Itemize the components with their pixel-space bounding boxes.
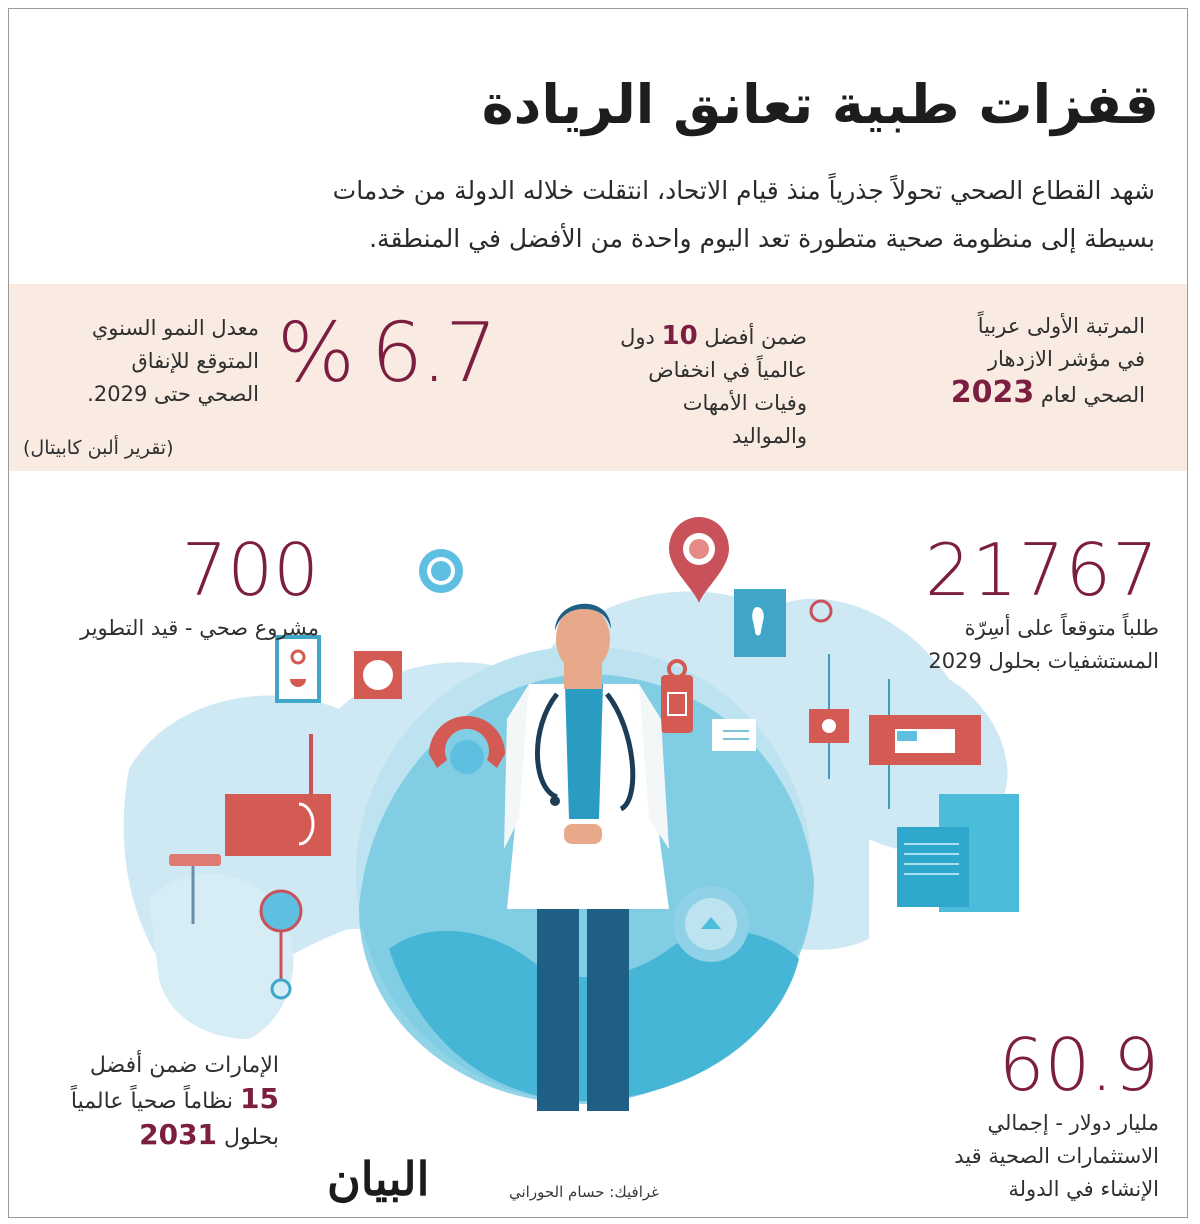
ranking-line-1: الإمارات ضمن أفضل bbox=[89, 1053, 279, 1078]
note-card-icon bbox=[712, 719, 756, 751]
projects-line-1: مشروع صحي - قيد التطوير bbox=[80, 616, 319, 640]
projects-value: 700 bbox=[181, 528, 319, 612]
stat-top10-mortality bbox=[567, 320, 807, 453]
red-screen-icon bbox=[354, 651, 402, 699]
page-title: قفزات طبية تعانق الريادة bbox=[481, 73, 1159, 136]
growth-description bbox=[53, 312, 259, 411]
rank-line-3 bbox=[885, 376, 1145, 412]
percent-sign: % bbox=[277, 306, 353, 401]
rank-line-1: المرتبة الأولى عربياً bbox=[977, 314, 1145, 338]
document-card-icon bbox=[734, 589, 786, 657]
top10-number: 10 bbox=[661, 321, 698, 351]
infographic-frame bbox=[8, 8, 1188, 1218]
investments-value: 60.9 bbox=[998, 1023, 1159, 1107]
stat-health-investments bbox=[899, 1023, 1159, 1206]
investments-line-2: الاستثمارات الصحية قيد bbox=[954, 1144, 1159, 1168]
growth-value bbox=[277, 304, 496, 404]
source-note: (تقرير ألبن كابيتال) bbox=[23, 437, 174, 459]
target-circle-icon bbox=[419, 549, 463, 593]
intro-paragraph bbox=[195, 167, 1155, 263]
heart-rate-circle-icon bbox=[673, 886, 749, 962]
ranking-year: 2031 bbox=[139, 1118, 218, 1151]
stat-health-projects bbox=[39, 528, 319, 645]
ranking-line-3-text: بحلول bbox=[217, 1125, 279, 1150]
rank-year: 2023 bbox=[950, 375, 1035, 410]
rank-line-2: في مؤشر الازدهار bbox=[987, 347, 1145, 371]
map-pin-icon bbox=[669, 517, 729, 603]
growth-number: 6.7 bbox=[370, 306, 496, 401]
graphic-credit: غرافيك: حسام الحوراني bbox=[509, 1183, 659, 1201]
stat-prosperity-rank bbox=[885, 310, 1145, 412]
ranking-line-3 bbox=[49, 1118, 279, 1154]
intro-line-2: بسيطة إلى منظومة صحية متطورة تعد اليوم واحدة من الأفضل في المنطقة. bbox=[369, 224, 1155, 253]
investments-line-1: مليار دولار - إجمالي bbox=[987, 1111, 1159, 1135]
blue-cabinet-icon bbox=[277, 637, 319, 701]
beds-line-2: المستشفيات بحلول 2029 bbox=[928, 649, 1159, 673]
intro-line-1: شهد القطاع الصحي تحولاً جذرياً منذ قيام الاتحاد، انتقلت خلاله الدولة من خدمات bbox=[332, 176, 1155, 205]
top10-line-3: وفيات الأمهات bbox=[682, 391, 807, 415]
ranking-line-2-text: نظاماً صحياً عالمياً bbox=[70, 1089, 241, 1114]
ranking-number: 15 bbox=[240, 1082, 279, 1115]
stat-top15-health-systems bbox=[49, 1049, 279, 1154]
growth-line-2: المتوقع للإنفاق bbox=[131, 349, 259, 373]
growth-line-3: الصحي حتى 2029. bbox=[87, 382, 259, 406]
investments-line-3: الإنشاء في الدولة bbox=[1008, 1177, 1159, 1201]
top10-line-4: والمواليد bbox=[732, 424, 807, 448]
top10-line-2: عالمياً في انخفاض bbox=[648, 358, 807, 382]
top10-suffix: دول bbox=[620, 325, 662, 349]
stat-hospital-beds bbox=[829, 528, 1159, 678]
rank-line-3-text: الصحي لعام bbox=[1034, 383, 1145, 407]
growth-line-1: معدل النمو السنوي bbox=[91, 316, 259, 340]
beds-value: 21767 bbox=[924, 528, 1159, 612]
highlights-band bbox=[9, 284, 1187, 471]
albayan-logo: البيان bbox=[327, 1152, 430, 1206]
top10-prefix: ضمن أفضل bbox=[697, 325, 807, 349]
top10-line-1 bbox=[567, 320, 807, 354]
footer-credit bbox=[319, 1149, 659, 1209]
beds-line-1: طلباً متوقعاً على أسِرّة bbox=[964, 616, 1159, 640]
ranking-line-2 bbox=[49, 1082, 279, 1118]
